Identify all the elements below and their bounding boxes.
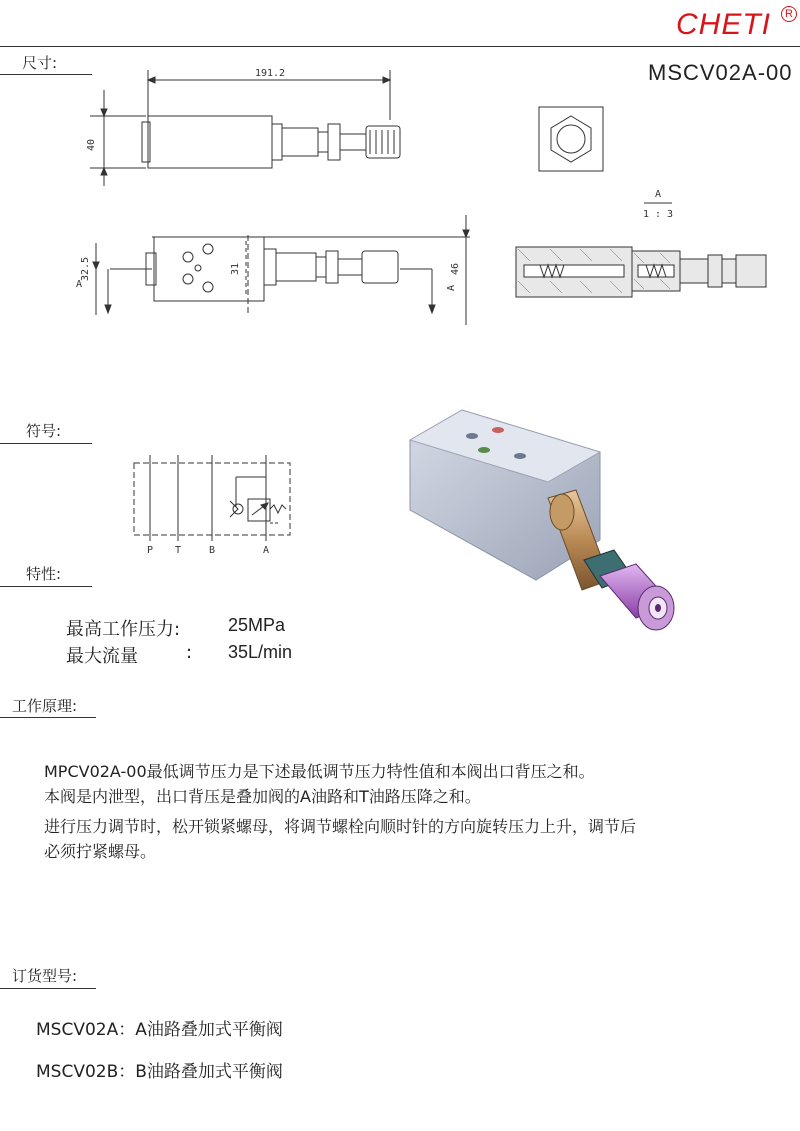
- spec-max-flow-separator: :: [186, 642, 193, 663]
- section-dimensions-underline: [0, 74, 92, 75]
- symbol-port-p: P: [146, 545, 154, 556]
- brand-logo: CHETI: [676, 8, 771, 41]
- hydraulic-symbol: [128, 455, 298, 565]
- section-scale: 1 : 3: [642, 209, 674, 220]
- section-label: A: [654, 189, 662, 200]
- port-label-right: A: [446, 284, 457, 291]
- front-view-drawing: [70, 205, 480, 335]
- symbol-port-t: T: [174, 545, 182, 556]
- header-rule: [0, 46, 800, 47]
- registered-mark: R: [781, 6, 797, 22]
- side-dimension-right: 46: [450, 262, 461, 276]
- spec-max-flow-value: 35L/min: [228, 642, 293, 662]
- order-item-a: MSCV02A：A油路叠加式平衡阀: [36, 1020, 283, 1040]
- section-view-drawing: [510, 185, 780, 305]
- principle-line-1: MPCV02A-00最低调节压力是下述最低调节压力特性值和本阀出口背压之和。: [44, 762, 595, 781]
- section-symbol-title: 符号:: [26, 422, 62, 440]
- spec-max-pressure-label: 最高工作压力:: [66, 619, 181, 640]
- side-dimension-center: 31: [230, 262, 241, 276]
- section-ordering-underline: [0, 988, 96, 989]
- section-principle-title: 工作原理:: [12, 697, 78, 715]
- section-characteristics-underline: [0, 586, 92, 587]
- order-item-b: MSCV02B：B油路叠加式平衡阀: [36, 1062, 283, 1082]
- length-dimension: 191.2: [254, 68, 286, 79]
- top-view-drawing: [80, 60, 420, 200]
- section-characteristics-title: 特性:: [26, 565, 62, 583]
- port-label-left: A: [76, 279, 83, 290]
- spec-max-pressure-value: 25MPa: [228, 615, 286, 635]
- valve-3d-rendering: [400, 400, 730, 650]
- height-dimension: 40: [86, 138, 97, 152]
- spec-max-flow-label: 最大流量: [66, 646, 138, 667]
- principle-line-2: 本阀是内泄型，出口背压是叠加阀的A油路和T油路压降之和。: [44, 787, 481, 806]
- principle-line-4: 必须拧紧螺母。: [44, 842, 157, 861]
- section-dimensions-title: 尺寸:: [22, 54, 58, 72]
- symbol-port-b: B: [208, 545, 216, 556]
- principle-line-3: 进行压力调节时，松开锁紧螺母，将调节螺栓向顺时针的方向旋转压力上升，调节后: [44, 817, 637, 836]
- section-symbol-underline: [0, 443, 92, 444]
- symbol-port-a: A: [262, 545, 270, 556]
- section-principle-underline: [0, 717, 96, 718]
- model-number: MSCV02A-00: [648, 60, 793, 85]
- end-view-drawing: [536, 104, 606, 174]
- side-dimension-left: 32.5: [80, 256, 91, 282]
- section-ordering-title: 订货型号:: [12, 967, 78, 985]
